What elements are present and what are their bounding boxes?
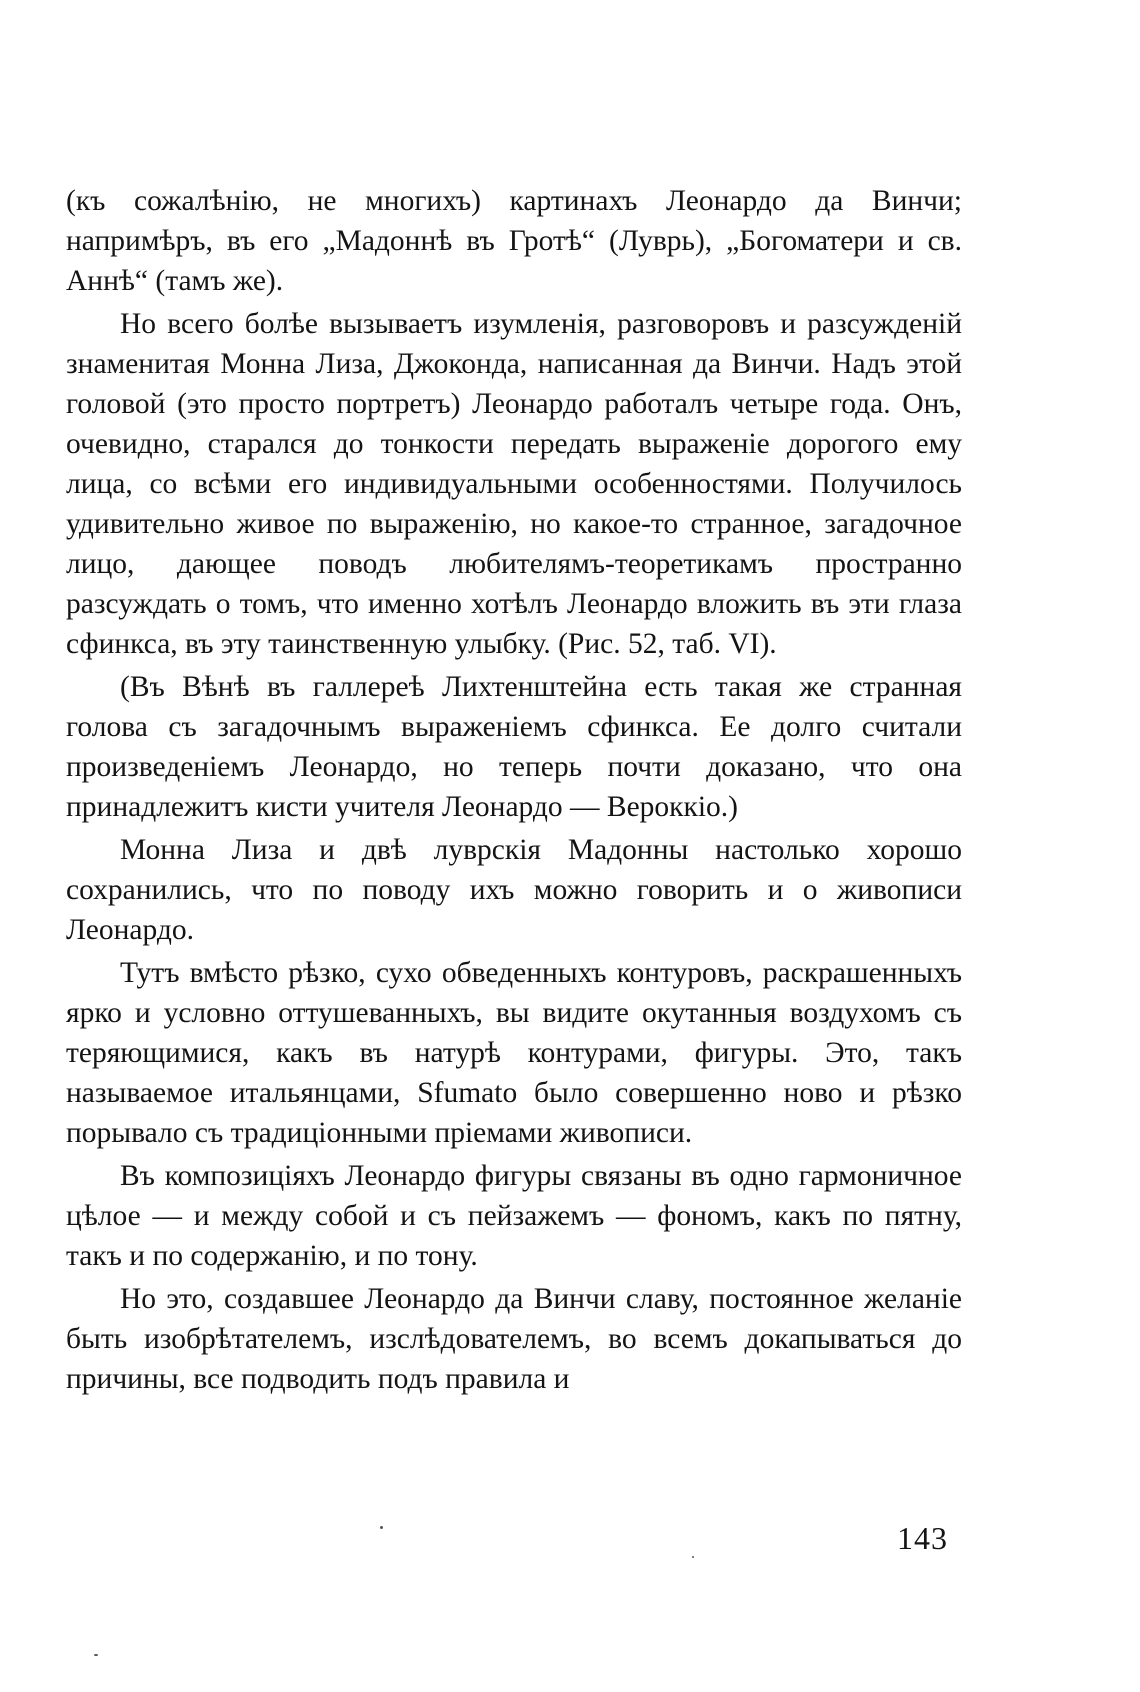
paragraph-2: Но всего болѣе вызываетъ изумленія, разговоровъ и разсужденій знаменитая Монна Лиза, Джоконда, написанная да Винчи. Надъ этой головой (это просто портретъ) Леонардо работалъ четыре года. Онъ, очевидно, старался до тонкости передать выраженіе дорогого ему лица, со всѣми его индивидуальными особенностями. Получилось удивительно живое по выраженію, но какое-то странное, загадочное лицо, дающее поводъ любителямъ-теоретикамъ пространно разсуждать о томъ, что именно хотѣлъ Леонардо вложить въ эти глаза сфинкса, въ эту таинственную улыбку. (Рис. 52, таб. VI). [66,308,962,660]
print-speck [380,1526,383,1529]
print-speck [692,1556,694,1558]
paragraph-6: Въ композиціяхъ Леонардо фигуры связаны въ одно гармоничное цѣлое — и между собой и съ пейзажемъ — фономъ, какъ по пятну, такъ и по содержанію, и по тону. [66,1160,962,1272]
body-text [66,181,962,1399]
page-number: 143 [897,1520,948,1556]
paragraph-7: Но это, создавшее Леонардо да Винчи славу, постоянное желаніе быть изобрѣтателемъ, изслѣдователемъ, во всемъ докапываться до причины, все подводить подъ правила и [66,1283,962,1395]
paragraph-5: Тутъ вмѣсто рѣзко, сухо обведенныхъ контуровъ, раскрашенныхъ ярко и условно оттушеванныхъ, вы видите окутанныя воздухомъ съ теряющимися, какъ въ натурѣ контурами, фигуры. Это, такъ называемое итальянцами, Sfumato было совершенно ново и рѣзко порывало съ традиціонными пріемами живописи. [66,957,962,1149]
paragraph-4: Монна Лиза и двѣ луврскія Мадонны настолько хорошо сохранились, что по поводу ихъ можно говорить и о живописи Леонардо. [66,834,962,946]
paragraph-3: (Въ Вѣнѣ въ галлереѣ Лихтенштейна есть такая же странная голова съ загадочнымъ выраженіемъ сфинкса. Ее долго считали произведеніемъ Леонардо, но теперь почти доказано, что она принадлежитъ кисти учителя Леонардо — Вероккіо.) [66,671,962,823]
print-speck [94,1654,98,1656]
paragraph-1: (къ сожалѣнію, не многихъ) картинахъ Леонардо да Винчи; напримѣръ, въ его „Мадоннѣ въ Гротѣ“ (Луврь), „Богоматери и св. Аннѣ“ (тамъ же). [66,185,962,297]
